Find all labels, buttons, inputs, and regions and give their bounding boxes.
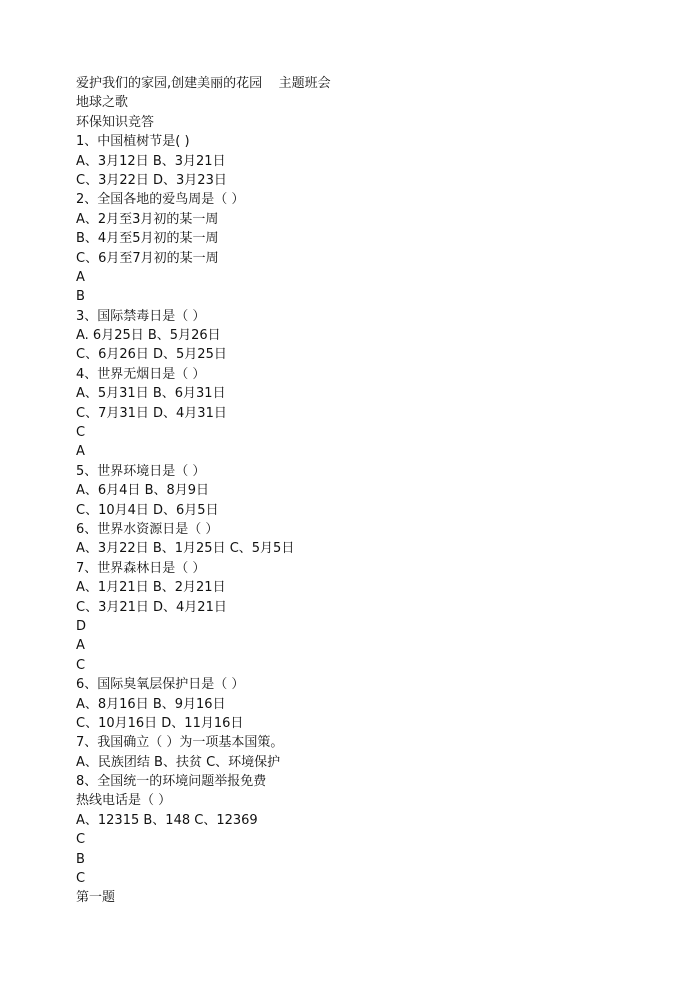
answer-line: C — [76, 657, 86, 673]
question-4-options-cd: C、7月31日 D、4月31日 — [76, 405, 227, 421]
doc-subtitle: 地球之歌 — [76, 95, 129, 111]
question-3-options-ab: A. 6月25日 B、5月26日 — [76, 328, 221, 344]
question-4: 4、世界无烟日是（ ） — [76, 366, 206, 382]
question-1: 1、中国植树节是( ) — [76, 134, 190, 150]
answer-line: C — [76, 425, 86, 441]
answer-line: B — [76, 289, 85, 305]
question-ozone-options-ab: A、8月16日 B、9月16日 — [76, 696, 226, 712]
question-2-option-b: B、4月至5月初的某一周 — [76, 231, 219, 247]
question-ozone-options-cd: C、10月16日 D、11月16日 — [76, 715, 244, 731]
section-heading: 环保知识竞答 — [76, 114, 155, 130]
answer-line: A — [76, 269, 85, 285]
doc-title: 爱护我们的家园,创建美丽的花园 主题班会 — [76, 76, 331, 91]
question-6-options: A、3月22日 B、1月25日 C、5月5日 — [76, 541, 295, 557]
answer-line: D — [76, 618, 87, 634]
question-8-continued: 热线电话是（ ） — [76, 793, 172, 809]
question-6: 6、世界水资源日是（ ） — [76, 521, 219, 537]
answer-line: C — [76, 832, 86, 848]
answer-line: A — [76, 444, 85, 460]
question-7-options-cd: C、3月21日 D、4月21日 — [76, 599, 227, 615]
answer-line: B — [76, 851, 85, 867]
question-8: 8、全国统一的环境问题举报免费 — [76, 774, 267, 790]
question-7: 7、世界森林日是（ ） — [76, 560, 206, 576]
question-2-option-a: A、2月至3月初的某一周 — [76, 211, 219, 227]
question-5: 5、世界环境日是（ ） — [76, 463, 206, 479]
question-8-options: A、12315 B、148 C、12369 — [76, 812, 258, 828]
question-ozone: 6、国际臭氧层保护日是（ ） — [76, 677, 245, 693]
document-page — [76, 74, 676, 908]
question-5-options-cd: C、10月4日 D、6月5日 — [76, 502, 219, 518]
question-2-option-c: C、6月至7月初的某一周 — [76, 250, 219, 266]
question-3: 3、国际禁毒日是（ ） — [76, 308, 206, 324]
answer-line: C — [76, 871, 86, 887]
question-1-options-ab: A、3月12日 B、3月21日 — [76, 153, 226, 169]
question-policy-options: A、民族团结 B、扶贫 C、环境保护 — [76, 754, 281, 770]
question-3-options-cd: C、6月26日 D、5月25日 — [76, 347, 227, 363]
question-2: 2、全国各地的爱鸟周是（ ） — [76, 192, 245, 208]
question-5-options-ab: A、6月4日 B、8月9日 — [76, 483, 210, 499]
question-7-options-ab: A、1月21日 B、2月21日 — [76, 580, 226, 596]
answer-line: A — [76, 638, 85, 654]
section-footer: 第一题 — [76, 890, 116, 906]
question-4-options-ab: A、5月31日 B、6月31日 — [76, 386, 226, 402]
question-policy: 7、我国确立（ ）为一项基本国策。 — [76, 735, 284, 751]
question-1-options-cd: C、3月22日 D、3月23日 — [76, 172, 227, 188]
